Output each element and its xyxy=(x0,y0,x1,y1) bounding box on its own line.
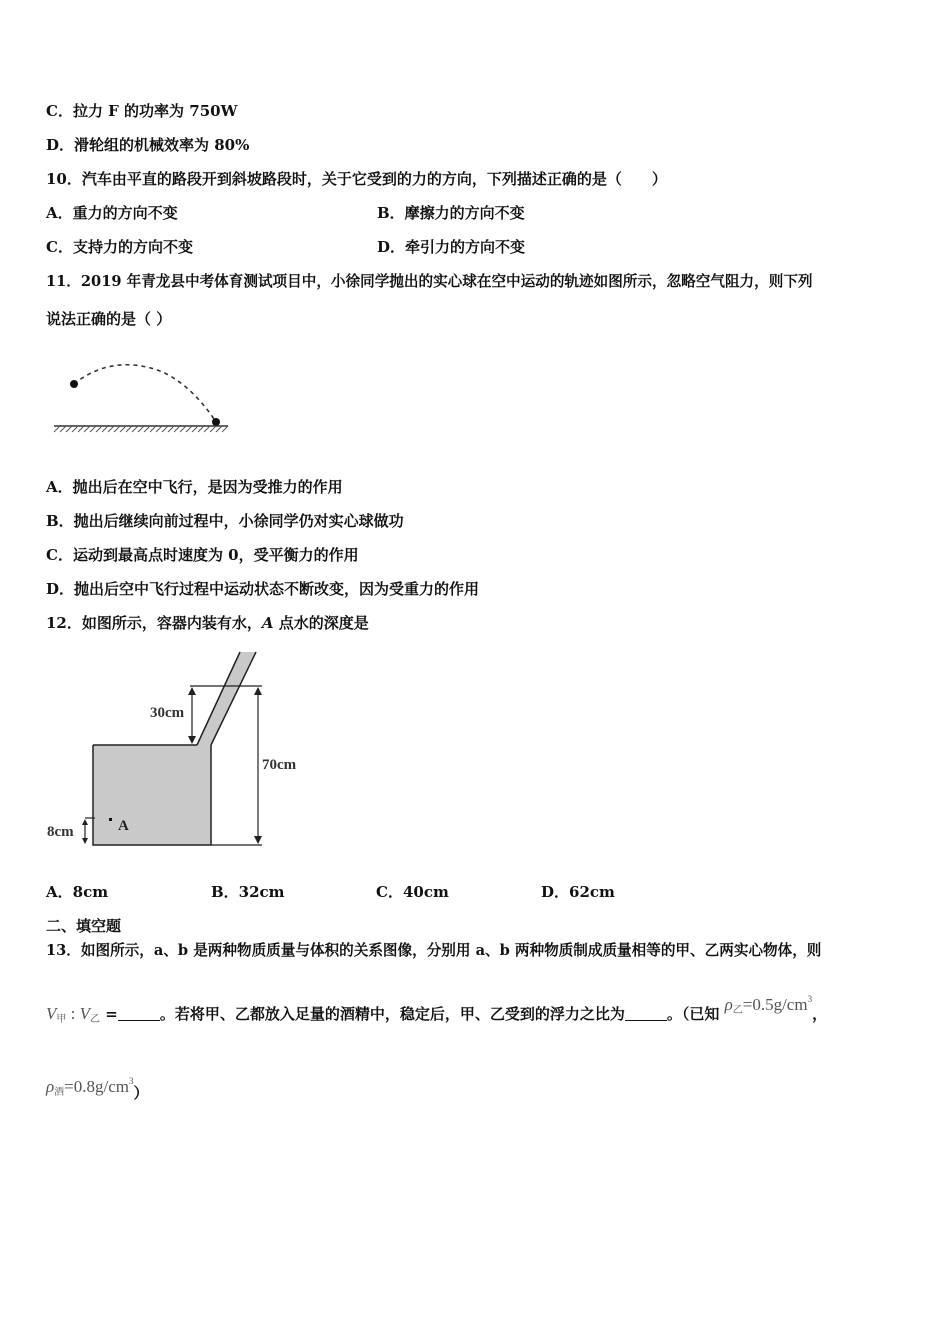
q13-rho1: ρ xyxy=(724,995,733,1014)
section2-title: 二、填空题 xyxy=(46,917,122,935)
q13-stem-line3 xyxy=(46,1071,149,1103)
q13-stem-line1: 13．如图所示，a、b 是两种物质质量与体积的关系图像，分别用 a、b 两种物质制成质量相等的甲、乙两实心物体，则 xyxy=(46,942,822,959)
q12-option-c: C．40cm xyxy=(376,883,449,901)
q12-stem-point: A xyxy=(261,614,274,632)
ground-hatch xyxy=(54,426,228,432)
q13-v-ratio xyxy=(46,1004,100,1023)
label-70cm: 70cm xyxy=(262,757,297,773)
q9-option-c: C．拉力 F 的功率为 750W xyxy=(46,102,238,120)
q13-eq: = xyxy=(100,1005,118,1023)
q12-option-a: A．8cm xyxy=(46,883,109,901)
q13-rho1-sup: 3 xyxy=(807,994,813,1004)
water-fill xyxy=(93,652,256,845)
q12-stem-prefix: 12．如图所示，容器内装有水， xyxy=(46,614,262,632)
q13-rho2: ρ xyxy=(46,1077,55,1096)
q12-option-d: D．62cm xyxy=(541,883,615,901)
q11-option-c: C．运动到最高点时速度为 0，受平衡力的作用 xyxy=(46,546,359,564)
q13-rho1-sub: 乙 xyxy=(732,1005,743,1016)
dim-8-arrow-top xyxy=(82,819,88,825)
q13-blank-2[interactable] xyxy=(625,1008,667,1021)
q13-rho2-sup: 3 xyxy=(129,1076,134,1086)
q13-rho2-val: =0.8g/cm xyxy=(64,1077,130,1096)
q11-stem-line2: 说法正确的是（ ） xyxy=(46,310,172,328)
q13-known: 。（已知 xyxy=(666,1005,720,1023)
q12-option-b: B．32cm xyxy=(211,883,285,901)
q13-mid-text: 。若将甲、乙都放入足量的酒精中，稳定后，甲、乙受到的浮力之比为 xyxy=(159,1005,625,1023)
q11-stem-line1: 11．2019 年青龙县中考体育测试项目中，小徐同学抛出的实心球在空中运动的轨迹如图所示，忽略空气阻力，则下列 xyxy=(46,273,813,290)
q11-option-d: D．抛出后空中飞行过程中运动状态不断改变，因为受重力的作用 xyxy=(46,580,480,598)
q13-rho2-sub: 酒 xyxy=(54,1087,65,1098)
ball-end xyxy=(212,418,220,426)
q10-option-b: B．摩擦力的方向不变 xyxy=(377,204,525,222)
q10-option-d: D．牵引力的方向不变 xyxy=(377,238,526,256)
label-8cm: 8cm xyxy=(47,824,74,840)
q13-close: ） xyxy=(133,1084,149,1102)
q13-v-a-sub: 甲 xyxy=(56,1014,67,1025)
q10-option-c: C．支持力的方向不变 xyxy=(46,238,193,256)
dim-8-arrow-bottom xyxy=(82,838,88,844)
q11-option-b: B．抛出后继续向前过程中，小徐同学仍对实心球做功 xyxy=(46,512,404,530)
q13-rho-alcohol xyxy=(46,1077,134,1096)
dim-70-arrow-bottom xyxy=(254,836,262,844)
label-30cm: 30cm xyxy=(150,705,185,721)
q9-option-d: D．滑轮组的机械效率为 80% xyxy=(46,136,250,154)
q12-container-figure xyxy=(44,648,314,854)
q13-blank-1[interactable] xyxy=(118,1008,160,1021)
q11-trajectory-figure xyxy=(50,355,235,437)
q10-option-a: A．重力的方向不变 xyxy=(46,204,178,222)
q10-stem: 10．汽车由平直的路段开到斜坡路段时，关于它受到的力的方向，下列描述正确的是（ ） xyxy=(46,170,667,188)
q11-option-a: A．抛出后在空中飞行，是因为受推力的作用 xyxy=(46,478,343,496)
trajectory-curve xyxy=(74,365,216,422)
q12-stem xyxy=(46,613,369,633)
dim-30-arrow-top xyxy=(188,687,196,695)
q13-v-b-sub: 乙 xyxy=(90,1014,101,1025)
q13-comma: ， xyxy=(812,1005,828,1023)
ball-start xyxy=(70,380,78,388)
q13-rho1-val: =0.5g/cm xyxy=(742,995,808,1014)
q13-v-b: V xyxy=(79,1004,91,1023)
label-point-a: A xyxy=(118,818,129,834)
q12-stem-suffix: 点水的深度是 xyxy=(273,614,369,632)
dim-70-arrow-top xyxy=(254,687,262,695)
q13-rho-b xyxy=(725,995,813,1014)
point-a-marker xyxy=(109,818,112,821)
dim-30-arrow-bottom xyxy=(188,736,196,744)
q13-stem-line2 xyxy=(46,994,828,1030)
q13-v-a: V xyxy=(46,1004,57,1023)
q13-colon: : xyxy=(66,1004,80,1023)
